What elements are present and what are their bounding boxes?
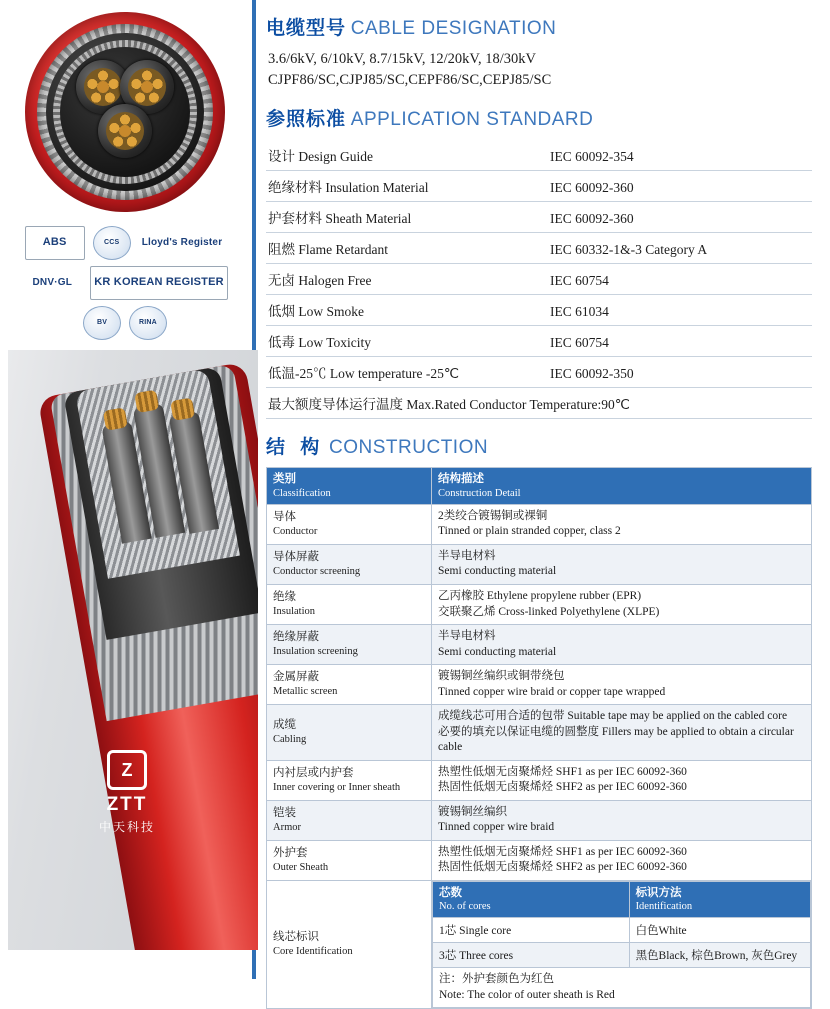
standard-item: 护套材料 Sheath Material xyxy=(266,201,542,232)
header-ident-cn: 标识方法 xyxy=(635,886,682,899)
copper-strands-icon xyxy=(128,68,166,106)
row-detail xyxy=(432,625,812,665)
designation-type-line: CJPF86/SC,CJPJ85/SC,CEPF86/SC,CEPJ85/SC xyxy=(268,71,552,88)
header-classification-en: Classification xyxy=(273,487,331,499)
certification-logos xyxy=(14,226,236,340)
cert-logo-ccs: CCS xyxy=(93,226,131,260)
header-detail-en: Construction Detail xyxy=(438,487,521,499)
detail-line: 热塑性低烟无卤聚烯烃 SHF1 as per IEC 60092-360 xyxy=(438,765,687,778)
classification-cn: 线芯标识 xyxy=(273,931,319,944)
standard-value: IEC 60754 xyxy=(542,325,812,356)
construction-table xyxy=(266,467,812,1009)
table-row xyxy=(266,294,812,325)
table-header-row xyxy=(433,881,811,918)
detail-line: 镀锡铜丝编织或铜带绕包 xyxy=(438,670,565,683)
classification-en: Outer Sheath xyxy=(273,861,329,873)
classification-cn: 导体屏蔽 xyxy=(273,551,319,564)
classification-en: Insulation screening xyxy=(273,646,358,658)
core-identification-cell xyxy=(432,880,812,1009)
classification-cn: 外护套 xyxy=(273,846,308,859)
classification-en: Metallic screen xyxy=(273,686,338,698)
detail-line: Semi conducting material xyxy=(438,645,557,658)
classification-cn: 绝缘屏蔽 xyxy=(273,631,319,644)
detail-line: 热固性低烟无卤聚烯烃 SHF2 as per IEC 60092-360 xyxy=(438,861,687,874)
detail-line: 乙丙橡胶 Ethylene propylene rubber (EPR) xyxy=(438,589,642,602)
detail-line: Tinned copper wire braid xyxy=(438,821,555,834)
row-classification xyxy=(267,760,432,800)
core-identification-table xyxy=(432,881,811,1009)
designation-voltage-line: 3.6/6kV, 6/10kV, 8.7/15kV, 12/20kV, 18/30kV xyxy=(268,50,537,67)
table-row xyxy=(266,170,812,201)
header-cores-cn: 芯数 xyxy=(439,886,462,899)
row-classification xyxy=(267,840,432,880)
table-row xyxy=(267,760,812,800)
classification-cn: 内衬层或内护套 xyxy=(273,766,354,779)
standard-value: IEC 60092-360 xyxy=(542,201,812,232)
note-line-cn: 注：外护套颜色为红色 xyxy=(439,973,554,986)
detail-line: 热固性低烟无卤聚烯烃 SHF2 as per IEC 60092-360 xyxy=(438,781,687,794)
header-no-of-cores xyxy=(433,881,630,918)
header-classification-cn: 类别 xyxy=(273,473,296,486)
detail-line: 必要的填充以保证电缆的圆整度 Fillers may be applied to obtain a circular cable xyxy=(438,725,794,754)
classification-cn: 铠装 xyxy=(273,806,296,819)
application-standard-title-cn: 参照标准 xyxy=(266,108,347,130)
detail-line: 成缆线芯可用合适的包带 Suitable tape may be applied on the cabled core xyxy=(438,710,788,723)
detail-line: 热塑性低烟无卤聚烯烃 SHF1 as per IEC 60092-360 xyxy=(438,845,687,858)
left-image-column xyxy=(0,0,250,979)
detail-line: 半导电材料 xyxy=(438,630,496,643)
application-standard-table xyxy=(266,140,812,419)
brand-name-en: ZTT xyxy=(106,794,148,815)
cert-logo-bv: BV xyxy=(83,306,121,340)
standard-item: 最大额度导体运行温度 Max.Rated Conductor Temperature:90℃ xyxy=(266,387,812,418)
row-detail xyxy=(432,584,812,624)
table-row xyxy=(267,840,812,880)
standard-item: 低温-25℃ Low temperature -25℃ xyxy=(266,356,542,387)
identification-value: 白色White xyxy=(629,918,810,943)
cable-outer-sheath xyxy=(38,362,258,950)
standard-item: 低烟 Low Smoke xyxy=(266,294,542,325)
header-construction-detail xyxy=(432,468,812,505)
classification-en: Inner covering or Inner sheath xyxy=(273,781,401,793)
detail-line: Tinned or plain stranded copper, class 2 xyxy=(438,525,621,538)
standard-item: 阻燃 Flame Retardant xyxy=(266,232,542,263)
table-row xyxy=(433,918,811,943)
cert-logo-kr-korean-register: KR KOREAN REGISTER xyxy=(90,266,228,300)
detail-line: 交联聚乙烯 Cross-linked Polyethylene (XLPE) xyxy=(438,605,660,618)
table-row xyxy=(266,325,812,356)
table-row xyxy=(267,584,812,624)
table-row xyxy=(266,140,812,171)
note-line-en: Note: The color of outer sheath is Red xyxy=(439,988,615,1001)
section-title-cable-designation xyxy=(266,18,812,41)
detail-line: Tinned copper wire braid or copper tape wrapped xyxy=(438,685,666,698)
table-row xyxy=(267,504,812,544)
header-detail-cn: 结构描述 xyxy=(438,473,484,486)
standard-value: IEC 60092-354 xyxy=(542,140,812,171)
row-classification xyxy=(267,705,432,761)
standard-item: 设计 Design Guide xyxy=(266,140,542,171)
table-row xyxy=(267,705,812,761)
brand-name-cn: 中天科技 xyxy=(98,820,155,834)
row-detail xyxy=(432,705,812,761)
cores-value: 1芯 Single core xyxy=(433,918,630,943)
row-detail xyxy=(432,800,812,840)
table-row xyxy=(266,232,812,263)
classification-en: Core Identification xyxy=(273,946,353,958)
row-detail xyxy=(432,504,812,544)
table-row-note xyxy=(433,968,811,1008)
standard-item: 绝缘材料 Insulation Material xyxy=(266,170,542,201)
cable-product-photo xyxy=(8,350,258,950)
row-classification xyxy=(267,584,432,624)
row-classification xyxy=(267,625,432,665)
row-classification xyxy=(267,544,432,584)
outer-sheath-color-note xyxy=(433,968,811,1008)
classification-cn: 成缆 xyxy=(273,719,296,732)
standard-item: 低毒 Low Toxicity xyxy=(266,325,542,356)
row-detail xyxy=(432,665,812,705)
table-header-row xyxy=(267,468,812,505)
table-row xyxy=(267,800,812,840)
detail-line: Semi conducting material xyxy=(438,565,557,578)
classification-cn: 导体 xyxy=(273,511,296,524)
row-classification xyxy=(267,800,432,840)
standard-value: IEC 60332-1&-3 Category A xyxy=(542,232,812,263)
table-row xyxy=(266,263,812,294)
cert-logo-abs: ABS xyxy=(25,226,85,260)
classification-cn: 金属屏蔽 xyxy=(273,671,319,684)
header-identification xyxy=(629,881,810,918)
header-cores-en: No. of cores xyxy=(439,901,491,913)
conductor-core-3 xyxy=(98,104,152,158)
row-classification xyxy=(267,665,432,705)
copper-conductor-tip-icon xyxy=(103,407,128,431)
construction-title-en: CONSTRUCTION xyxy=(329,436,489,458)
application-standard-title-en: APPLICATION STANDARD xyxy=(350,108,594,130)
detail-line: 镀锡铜丝编织 xyxy=(438,805,507,818)
row-classification xyxy=(267,504,432,544)
classification-en: Armor xyxy=(273,821,301,833)
standard-value: IEC 61034 xyxy=(542,294,812,325)
header-classification xyxy=(267,468,432,505)
classification-en: Conductor xyxy=(273,526,318,538)
classification-en: Insulation xyxy=(273,606,315,618)
cores-value: 3芯 Three cores xyxy=(433,943,630,968)
detail-line: 半导电材料 xyxy=(438,549,496,562)
right-content-column xyxy=(252,0,830,1001)
copper-conductor-tip-icon xyxy=(134,390,159,414)
table-row xyxy=(266,387,812,418)
standard-value: IEC 60092-350 xyxy=(542,356,812,387)
cert-logo-rina: RINA xyxy=(129,306,167,340)
cable-designation-title-en: CABLE DESIGNATION xyxy=(350,18,557,39)
cert-logo-dnv-gl: DNV·GL xyxy=(22,266,82,300)
classification-cn: 绝缘 xyxy=(273,591,296,604)
cable-designation-title-cn: 电缆型号 xyxy=(266,18,347,39)
table-row xyxy=(266,356,812,387)
cable-cross-section-image xyxy=(8,12,242,212)
brand-logo xyxy=(84,750,170,835)
section-title-construction xyxy=(266,437,812,460)
detail-line: 2类绞合镀锡铜或裸铜 xyxy=(438,509,548,522)
table-row xyxy=(267,544,812,584)
table-row xyxy=(266,201,812,232)
construction-title-cn: 结 构 xyxy=(266,436,325,458)
table-row-core-identification xyxy=(267,880,812,1009)
copper-conductor-tip-icon xyxy=(170,397,195,421)
table-row xyxy=(267,665,812,705)
ztt-logo-icon: Z xyxy=(107,750,147,790)
copper-strands-icon xyxy=(84,68,122,106)
section-title-application-standard xyxy=(266,109,812,132)
standard-value: IEC 60092-360 xyxy=(542,170,812,201)
header-ident-en: Identification xyxy=(635,901,693,913)
cable-designation-lines xyxy=(268,49,812,91)
row-detail xyxy=(432,544,812,584)
identification-value: 黑色Black, 棕色Brown, 灰色Grey xyxy=(629,943,810,968)
row-detail xyxy=(432,840,812,880)
row-detail xyxy=(432,760,812,800)
table-row xyxy=(433,943,811,968)
table-row xyxy=(267,625,812,665)
copper-strands-icon xyxy=(106,112,144,150)
classification-en: Conductor screening xyxy=(273,566,361,578)
row-classification xyxy=(267,880,432,1009)
cert-logo-lloyds-register: Lloyd's Register xyxy=(139,226,226,260)
classification-en: Cabling xyxy=(273,734,307,745)
standard-value: IEC 60754 xyxy=(542,263,812,294)
standard-item: 无卤 Halogen Free xyxy=(266,263,542,294)
